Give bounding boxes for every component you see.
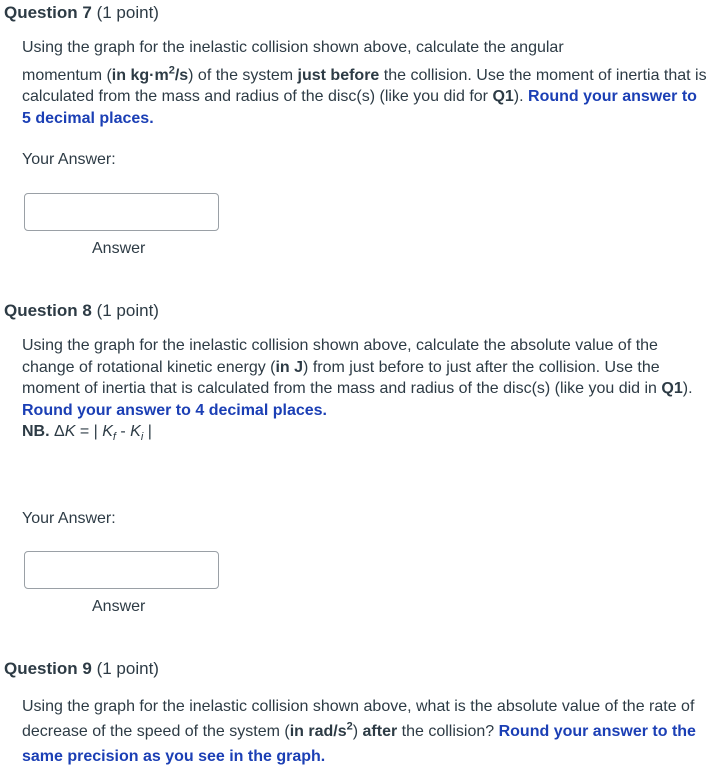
question-9-label: Question 9	[4, 659, 92, 678]
q9-text-part: )	[352, 723, 363, 740]
q7-ref: Q1	[492, 88, 514, 105]
question-7-points: (1 point)	[96, 3, 159, 22]
q8-formula-part: Δ	[49, 423, 65, 440]
q8-formula-part: -	[115, 423, 131, 440]
q8-text-part: ).	[682, 380, 693, 397]
question-9-round-instruction: Round your answer to the same precision as you see in the graph.	[22, 723, 696, 765]
question-7-line-1: Using the graph for the inelastic collision shown above, calculate the angular	[22, 39, 564, 56]
q8-formula-part: |	[143, 423, 152, 440]
q7-text-part: ).	[513, 88, 524, 105]
question-7-label: Question 7	[4, 3, 92, 22]
q9-text-part: Using the graph for the inelastic collision shown above, what is the absolute value of the rate of decrease of the speed of the system (	[22, 698, 695, 740]
question-8-round-instruction: Round your answer to 4 decimal places.	[22, 401, 327, 419]
q9-emphasis: after	[362, 723, 398, 740]
q7-text-part: the collision. Use the moment of inertia that is calculated from the mass and radius of the disc(s) (like you did for	[22, 66, 707, 105]
q8-formula-part: f	[112, 431, 116, 444]
q8-formula-part: K	[130, 423, 141, 440]
question-8-text	[22, 335, 710, 443]
q8-formula-part: K	[102, 423, 113, 440]
question-7-answer-input[interactable]	[24, 193, 219, 231]
q8-ref: Q1	[661, 380, 683, 397]
q9-text-part: the collision?	[397, 723, 499, 740]
q8-text-part: ) from just before to just after the collision. Use the moment of inertia that is calculated from the mass and radius of the disc(s) (like you did in	[22, 358, 662, 397]
q8-formula-part: = |	[75, 423, 103, 440]
question-9-text	[22, 694, 710, 769]
question-9-points: (1 point)	[96, 659, 159, 678]
question-8-formula	[22, 421, 710, 443]
question-8-answer-caption: Answer	[92, 598, 146, 615]
q9-unit-sup: 2	[346, 720, 353, 733]
question-8-title	[4, 301, 159, 321]
question-7-round-instruction: Round your answer to 5 decimal places.	[22, 88, 697, 127]
question-7-your-answer-label: Your Answer:	[22, 151, 116, 168]
question-9-title	[4, 659, 159, 679]
q8-unit: in J	[275, 358, 304, 376]
q7-emphasis: just before	[297, 66, 380, 84]
question-7-answer-caption: Answer	[92, 240, 146, 257]
q7-text-part: ) of the system	[188, 66, 298, 84]
question-8-answer-input[interactable]	[24, 551, 219, 589]
q9-unit: in rad/s	[289, 723, 347, 740]
q7-unit-tail: /s	[174, 66, 189, 84]
q8-text-part: Using the graph for the inelastic collision shown above, calculate the absolute value of the change of rotational kinetic energy (	[22, 337, 658, 376]
q8-formula-part: i	[140, 431, 144, 444]
question-8-label: Question 8	[4, 301, 92, 320]
q8-nb: NB.	[22, 423, 50, 440]
q7-text-part: momentum (	[22, 66, 112, 84]
question-7-title	[4, 3, 159, 23]
q7-unit: in kg·m	[111, 66, 169, 84]
q8-formula-part: K	[64, 423, 76, 440]
question-8-points: (1 point)	[96, 301, 159, 320]
question-8-your-answer-label: Your Answer:	[22, 510, 116, 527]
q7-unit-sup: 2	[168, 64, 175, 77]
question-7-text	[22, 37, 710, 129]
